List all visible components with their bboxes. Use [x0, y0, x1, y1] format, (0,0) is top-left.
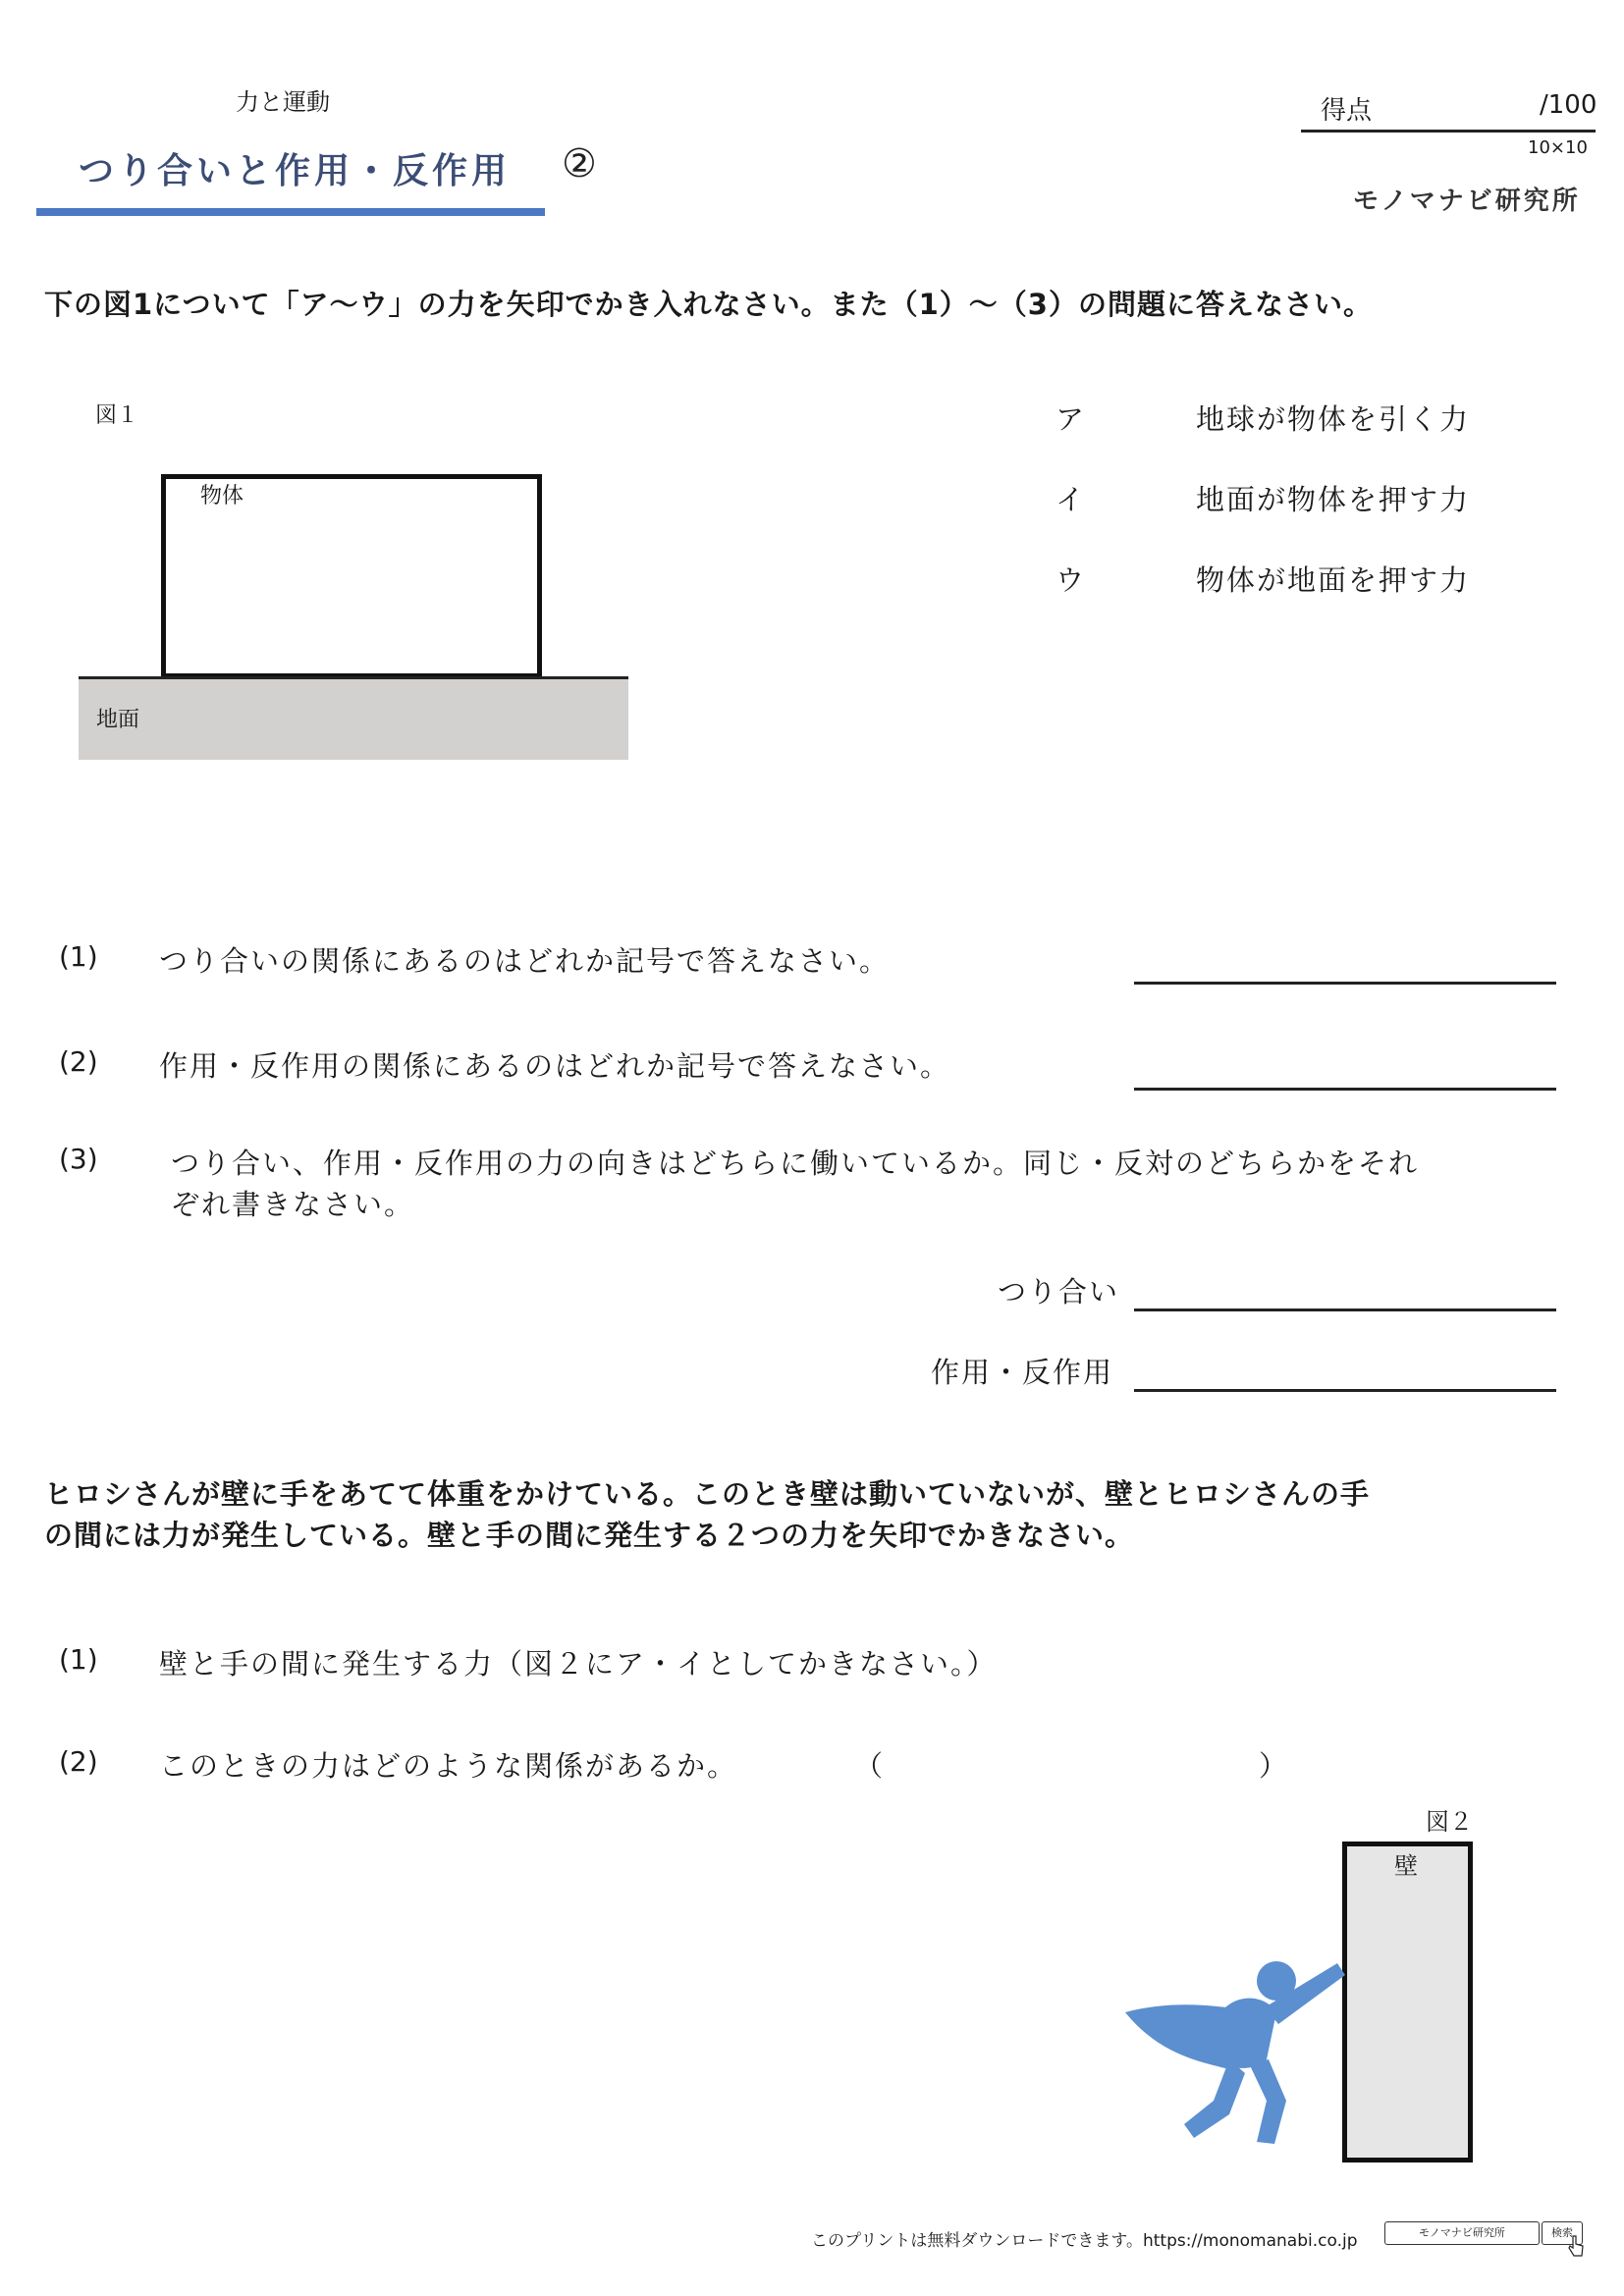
question-3-text-line1: つり合い、作用・反作用の力の向きはどちらに働いているか。同じ・反対のどちらかをそれ — [171, 1147, 1420, 1180]
answer-line-action-reaction[interactable] — [1134, 1389, 1556, 1392]
section2-question-2-text: このときの力はどのような関係があるか。 — [159, 1749, 738, 1783]
score-line — [1301, 130, 1596, 133]
force-key-a: ア — [1056, 402, 1085, 436]
answer-line-1[interactable] — [1134, 982, 1556, 985]
section2-instruction-line2: の間には力が発生している。壁と手の間に発生する２つの力を矢印でかきなさい。 — [44, 1519, 1135, 1552]
question-3-text-line2: ぞれ書きなさい。 — [171, 1188, 415, 1221]
person-pushing-wall-icon — [1119, 1953, 1355, 2150]
ground-label: 地面 — [96, 708, 140, 732]
score-label: 得点 — [1321, 96, 1373, 126]
wall-label: 壁 — [1394, 1852, 1418, 1880]
figure1-label: 図１ — [95, 403, 139, 428]
title-underline — [36, 208, 545, 216]
answer-paren-open: （ — [854, 1749, 886, 1783]
figure2-label: 図２ — [1426, 1808, 1473, 1836]
question-1-number: (1) — [59, 940, 98, 973]
question-1-text: つり合いの関係にあるのはどれか記号で答えなさい。 — [159, 944, 891, 978]
footer-search-box[interactable]: モノマナビ研究所 — [1384, 2221, 1540, 2245]
footer-note: このプリントは無料ダウンロードできます。https://monomanabi.co.jp — [811, 2231, 1358, 2251]
section2-instruction-line1: ヒロシさんが壁に手をあてて体重をかけている。このとき壁は動いていないが、壁とヒロシさんの手 — [44, 1477, 1371, 1511]
ground-area — [79, 676, 628, 760]
answer-line-balance[interactable] — [1134, 1308, 1556, 1311]
brand-logo: モノマナビ研究所 — [1353, 187, 1581, 216]
force-key-i: イ — [1056, 483, 1085, 516]
force-key-u: ウ — [1056, 563, 1085, 597]
worksheet-title: つり合いと作用・反作用 — [79, 151, 512, 191]
force-text-i: 地面が物体を押す力 — [1196, 483, 1471, 516]
section2-question-1-number: (1) — [59, 1643, 98, 1676]
answer-label-balance: つり合い — [998, 1275, 1120, 1308]
worksheet-number: ② — [562, 141, 597, 187]
footer-search-button[interactable]: 検索 — [1542, 2221, 1583, 2245]
section2-question-2-number: (2) — [59, 1745, 98, 1778]
question-2-text: 作用・反作用の関係にあるのはどれか記号で答えなさい。 — [159, 1049, 951, 1083]
question-3-number: (3) — [59, 1143, 98, 1175]
subject-label: 力と運動 — [236, 88, 330, 116]
question-2-number: (2) — [59, 1045, 98, 1078]
answer-label-action-reaction: 作用・反作用 — [931, 1356, 1114, 1389]
score-max: /100 — [1540, 90, 1597, 120]
force-text-u: 物体が地面を押す力 — [1196, 563, 1471, 597]
wall — [1342, 1842, 1473, 2163]
section2-question-1-text: 壁と手の間に発生する力（図２にア・イとしてかきなさい。） — [159, 1647, 998, 1681]
answer-paren-close: ） — [1259, 1749, 1290, 1783]
object-label: 物体 — [200, 484, 244, 508]
pointer-cursor-icon — [1567, 2234, 1585, 2258]
section1-instruction: 下の図1について「ア～ウ」の力を矢印でかき入れなさい。また（1）～（3）の問題に答えなさい。 — [44, 288, 1373, 321]
force-text-a: 地球が物体を引く力 — [1196, 402, 1471, 436]
score-breakdown: 10×10 — [1528, 137, 1588, 158]
answer-line-2[interactable] — [1134, 1088, 1556, 1091]
